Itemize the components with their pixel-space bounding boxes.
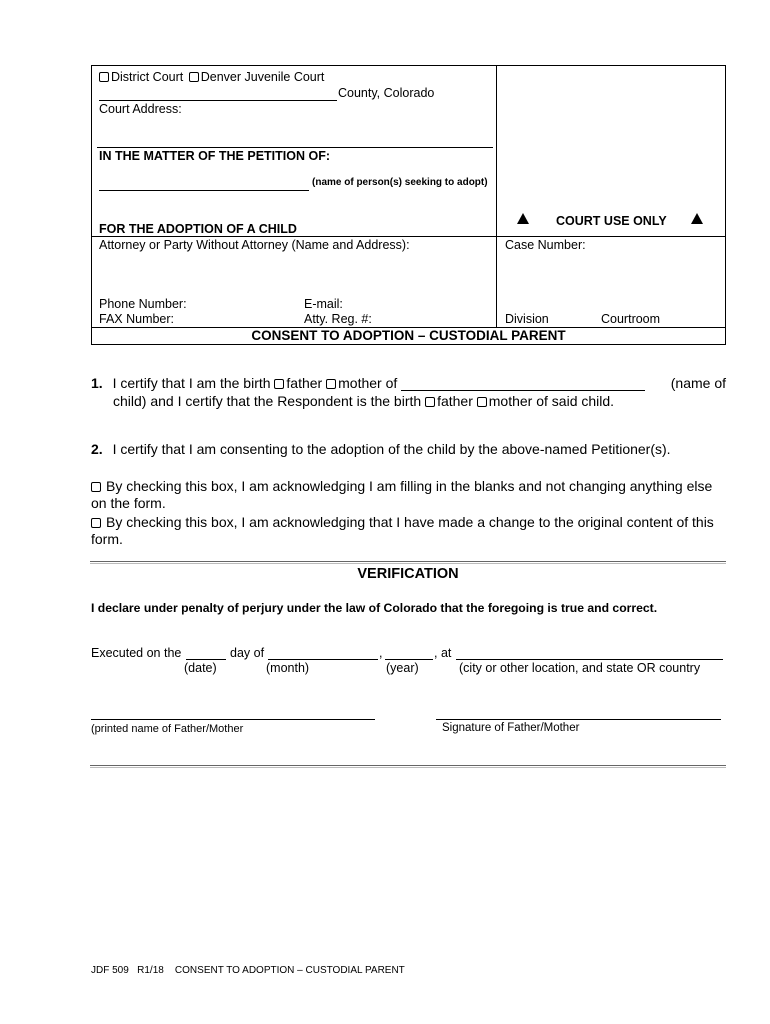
respondent-father-checkbox[interactable] [425,397,435,407]
court-selection [99,70,324,84]
child-name-blank[interactable] [401,376,645,391]
respondent-father-label: father [437,393,473,409]
at-label: , at [434,646,452,660]
fax-label: FAX Number: [99,312,175,326]
court-use-only-label: COURT USE ONLY [556,214,667,228]
item-1-father-label: father [286,375,323,391]
footer-form-id: JDF 509 R1/18 CONSENT TO ADOPTION – CUSTODIAL PARENT [91,965,405,976]
year-blank[interactable] [385,659,433,660]
item-1 [91,375,726,391]
district-court-checkbox[interactable] [99,72,109,82]
printed-name-line[interactable] [91,719,375,720]
day-of-label: day of [230,646,265,660]
district-court-label: District Court [111,70,184,84]
item-1-text-b: (name of [670,375,726,391]
phone-label: Phone Number: [99,297,187,311]
caption-divider-vertical [496,65,497,328]
triangle-right-icon [691,211,703,229]
acknowledge-changed-checkbox[interactable] [91,518,101,528]
executed-on-label: Executed on the [91,646,182,660]
month-comma: , [379,646,383,660]
case-number-label: Case Number: [505,238,586,252]
petitioner-hint: (name of person(s) seeking to adopt) [312,177,488,188]
form-title: CONSENT TO ADOPTION – CUSTODIAL PARENT [251,328,566,343]
item-2-text: I certify that I am consenting to the adoption of the child by the above-named Petitioner(s). [112,441,671,457]
signature-line[interactable] [436,719,721,720]
denver-juvenile-court-checkbox[interactable] [189,72,199,82]
item-2-number: 2. [91,441,103,457]
email-label: E-mail: [304,297,343,311]
courtroom-label: Courtroom [601,312,661,326]
caption-divider-attorney [91,236,726,237]
item-1-father-checkbox[interactable] [274,379,284,389]
adoption-line: FOR THE ADOPTION OF A CHILD [99,222,297,236]
respondent-mother-checkbox[interactable] [477,397,487,407]
acknowledge-no-change [91,478,731,512]
year-label: (year) [386,661,419,675]
item-1-mother-checkbox[interactable] [326,379,336,389]
county-blank[interactable] [99,100,337,101]
attorney-label: Attorney or Party Without Attorney (Name and Address): [99,238,410,252]
petitioner-name-blank[interactable] [99,190,309,191]
item-1-line-2-text: child) and I certify that the Respondent is the birth [113,393,422,409]
printed-name-label: (printed name of Father/Mother [91,723,244,735]
court-address-label: Court Address: [99,102,182,116]
date-blank[interactable] [186,659,226,660]
denver-juvenile-court-label: Denver Juvenile Court [200,70,325,84]
county-colorado-label: County, Colorado [338,86,435,100]
division-label: Division [505,312,549,326]
acknowledge-no-change-line-1: By checking this box, I am acknowledging I am filling in the blanks and not changing anything else [106,478,713,494]
item-1-number: 1. [91,375,103,391]
acknowledge-no-change-line-2: on the form. [91,495,166,511]
triangle-left-icon [517,211,529,229]
date-label: (date) [184,661,217,675]
acknowledge-changed-line-2: form. [91,531,123,547]
matter-separator [97,147,493,148]
item-1-mother-label: mother of [338,375,398,391]
acknowledge-changed-line-1: By checking this box, I am acknowledging that I have made a change to the original content of this [106,514,714,530]
month-label: (month) [266,661,310,675]
respondent-mother-label: mother of said child. [488,393,615,409]
verification-bottom-rule [90,765,726,768]
item-2 [91,441,671,457]
item-1-text-a: I certify that I am the birth [112,375,271,391]
month-blank[interactable] [268,659,378,660]
item-1-line-2 [113,393,614,409]
acknowledge-no-change-checkbox[interactable] [91,482,101,492]
signature-label: Signature of Father/Mother [442,722,580,734]
matter-heading: IN THE MATTER OF THE PETITION OF: [99,149,331,163]
verification-declaration: I declare under penalty of perjury under the law of Colorado that the foregoing is true and correct. [91,601,658,615]
location-blank[interactable] [456,659,723,660]
verification-top-rule [90,561,726,564]
atty-reg-label: Atty. Reg. #: [304,312,372,326]
verification-heading: VERIFICATION [357,566,459,582]
acknowledge-changed [91,514,731,548]
location-label: (city or other location, and state OR country [459,661,701,675]
